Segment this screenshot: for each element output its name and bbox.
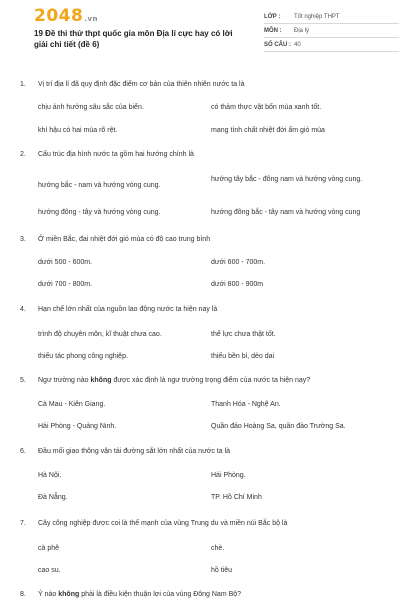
option-d[interactable]: Quần đảo Hoàng Sa, quần đảo Trường Sa. — [211, 423, 346, 430]
option-b[interactable]: Hải Phòng. — [211, 472, 246, 479]
document-title: 19 Đề thi thử thpt quốc gia môn Địa lí cực hay có lời giải chi tiết (đề 6) — [34, 29, 233, 49]
question-text: Vị trí địa lí đã quy định đặc điểm cơ bản của thiên nhiên nước ta là — [38, 81, 245, 88]
logo-suffix: .vn — [84, 15, 99, 23]
option-c[interactable]: thiếu tác phong công nghiệp. — [38, 353, 128, 360]
question-text-post: phải là điều kiện thuận lợi của vùng Đông Nam Bộ? — [79, 591, 242, 598]
option-c[interactable]: dưới 700 - 800m. — [38, 281, 93, 288]
question-text: Cấu trúc địa hình nước ta gồm hai hướng chính là — [38, 151, 194, 158]
question-text-emphasis: không — [58, 591, 80, 598]
meta-row-count — [264, 38, 399, 52]
question-stem — [20, 377, 380, 387]
option-a[interactable]: hướng bắc - nam và hướng vòng cung. — [38, 182, 161, 189]
question-text: Hạn chế lớn nhất của nguồn lao động nước ta hiện nay là — [38, 306, 218, 313]
question-number: 8. — [20, 591, 26, 598]
question-text: Cây công nghiệp được coi là thế mạnh của vùng Trung du và miền núi Bắc bộ là — [38, 520, 288, 527]
option-d[interactable]: TP. Hồ Chí Minh — [211, 494, 262, 501]
question-number: 3. — [20, 236, 26, 243]
option-c[interactable]: hướng đông - tây và hướng vòng cung. — [38, 209, 161, 216]
option-a[interactable]: Hà Nội. — [38, 472, 62, 479]
question-8 — [20, 591, 380, 600]
meta-label: MÔN : — [264, 27, 282, 34]
question-text: Ở miền Bắc, đai nhiệt đới gió mùa có độ cao trung bình — [38, 236, 211, 243]
option-a[interactable]: chịu ảnh hưởng sâu sắc của biển. — [38, 104, 144, 111]
question-3 — [20, 236, 380, 288]
option-d[interactable]: dưới 800 - 900m — [211, 281, 264, 288]
question-7 — [20, 520, 380, 574]
option-a[interactable]: cà phê — [38, 545, 60, 552]
option-d[interactable]: thiếu bền bỉ, dẻo dai — [211, 353, 275, 360]
question-1 — [20, 81, 380, 134]
meta-row-class — [264, 10, 399, 24]
question-stem — [20, 591, 380, 600]
logo-text: 2048 — [34, 6, 84, 26]
option-c[interactable]: Đà Nẵng. — [38, 494, 68, 501]
option-c[interactable]: cao su. — [38, 567, 61, 574]
question-number: 7. — [20, 520, 26, 527]
option-d[interactable]: hồ tiêu — [211, 567, 233, 574]
question-text-post: được xác định là ngư trường trọng điểm của nước ta hiện nay? — [111, 377, 311, 384]
site-logo[interactable] — [34, 6, 98, 26]
option-c[interactable]: Hải Phòng - Quảng Ninh. — [38, 423, 117, 430]
question-text-pre: Ngư trường nào — [38, 377, 91, 384]
question-6 — [20, 448, 380, 501]
option-b[interactable]: thể lực chưa thật tốt. — [211, 331, 276, 338]
option-b[interactable]: Thanh Hóa - Nghệ An. — [211, 401, 281, 408]
meta-value: Địa lý — [294, 27, 310, 34]
question-stem — [20, 81, 380, 91]
meta-value: 40 — [294, 41, 301, 48]
question-stem — [20, 236, 380, 246]
meta-row-subject — [264, 24, 399, 38]
question-number: 5. — [20, 377, 26, 384]
question-2 — [20, 151, 380, 216]
option-a[interactable]: dưới 500 - 600m. — [38, 259, 93, 266]
question-4 — [20, 306, 380, 360]
question-number: 2. — [20, 151, 26, 158]
question-text — [38, 591, 378, 598]
question-number: 1. — [20, 81, 26, 88]
question-stem — [20, 306, 380, 316]
option-c[interactable]: khí hậu có hai mùa rõ rệt. — [38, 127, 118, 134]
option-d[interactable]: hướng đông bắc - tây nam và hướng vòng cung — [211, 209, 361, 216]
question-number: 6. — [20, 448, 26, 455]
question-number: 4. — [20, 306, 26, 313]
document-header — [14, 0, 386, 58]
option-b[interactable]: chè. — [211, 545, 225, 552]
question-stem — [20, 448, 380, 458]
option-d[interactable]: mang tính chất nhiệt đới ẩm gió mùa — [211, 127, 325, 134]
question-5 — [20, 377, 380, 430]
meta-label: LỚP : — [264, 13, 281, 20]
question-stem — [20, 151, 380, 161]
document-meta — [264, 10, 399, 52]
question-stem — [20, 520, 380, 530]
meta-value: Tốt nghiệp THPT — [294, 13, 340, 20]
option-b[interactable]: hướng tây bắc - đông nam và hướng vòng cung. — [211, 176, 363, 183]
option-a[interactable]: trình độ chuyên môn, kĩ thuật chưa cao. — [38, 331, 162, 338]
question-text: Đầu mối giao thông vận tải đường sắt lớn nhất của nước ta là — [38, 448, 231, 455]
option-b[interactable]: dưới 600 - 700m. — [211, 259, 266, 266]
question-text — [38, 377, 378, 384]
option-a[interactable]: Cà Mau - Kiên Giang. — [38, 401, 106, 408]
option-b[interactable]: có thảm thực vật bốn mùa xanh tốt. — [211, 104, 322, 111]
question-text-pre: Ý nào — [38, 591, 59, 598]
meta-label: SỐ CÂU : — [264, 41, 291, 48]
question-text-emphasis: không — [90, 377, 112, 384]
